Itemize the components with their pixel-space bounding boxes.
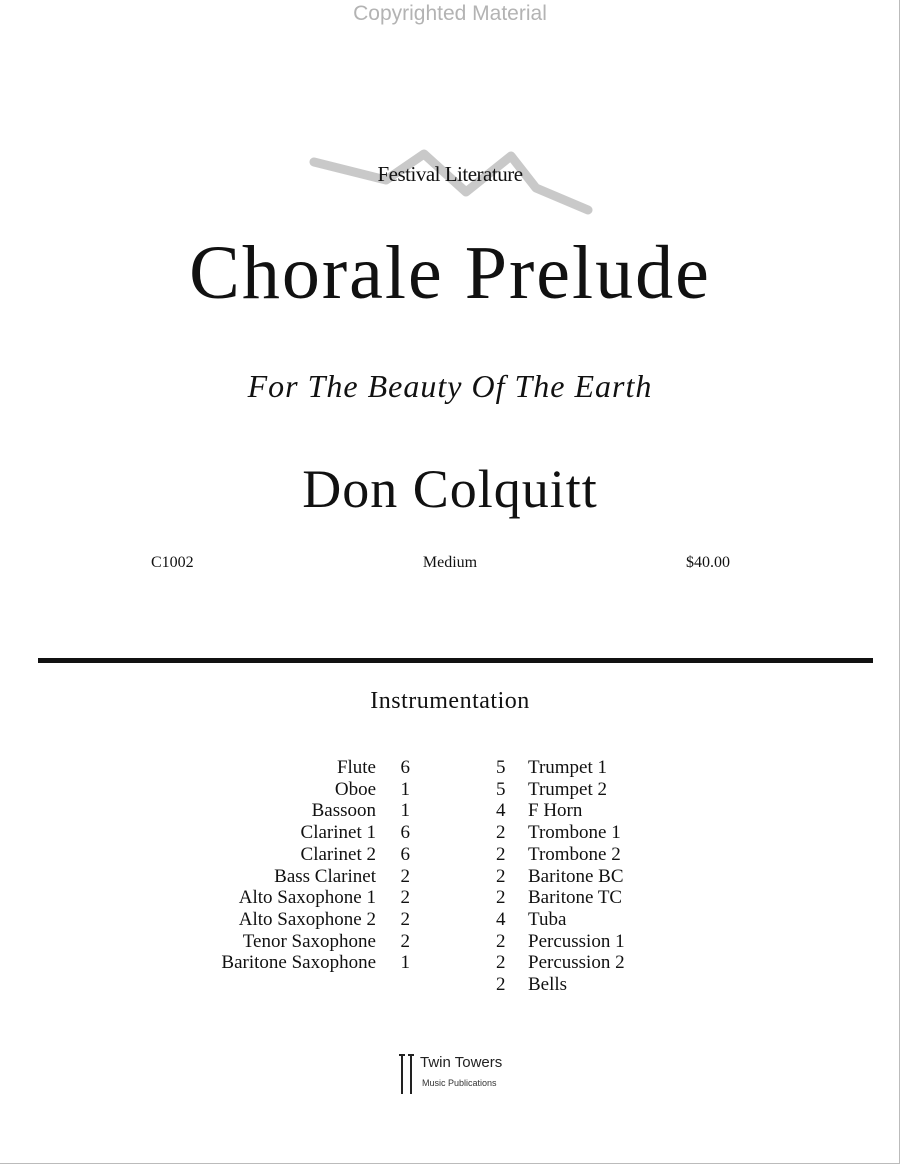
composer-name: Don Colquitt	[302, 459, 598, 519]
instrumentation-brass-percussion	[496, 757, 756, 996]
catalog-number: C1002	[151, 554, 194, 571]
instrument-qty: 6	[400, 757, 410, 778]
instrument-row	[100, 822, 410, 844]
instrument-row	[100, 844, 410, 866]
instrument-name: Baritone BC	[528, 865, 624, 887]
piece-title: Chorale Prelude	[189, 231, 711, 315]
instrument-name: Baritone Saxophone	[221, 952, 376, 974]
series-name: Festival Literature	[377, 162, 523, 186]
instrument-name: Clarinet 2	[300, 843, 376, 865]
instrument-name: F Horn	[528, 800, 583, 822]
instrument-qty: 5	[496, 778, 506, 800]
instrument-name: Flute	[336, 757, 376, 778]
instrument-qty: 1	[400, 800, 410, 822]
instrument-name: Trumpet 1	[528, 757, 608, 778]
instrument-row	[100, 866, 410, 888]
instrument-qty: 2	[496, 974, 506, 996]
price: $40.00	[686, 554, 730, 571]
instrument-row	[496, 887, 756, 909]
divider-rule	[38, 658, 873, 663]
publisher-name: Twin Towers	[420, 1054, 503, 1071]
instrument-row	[496, 757, 756, 779]
instrument-name: Baritone TC	[528, 887, 623, 909]
instrument-row	[496, 822, 756, 844]
instrument-name: Trumpet 2	[528, 778, 608, 800]
instrument-qty: 2	[496, 952, 506, 974]
instrument-qty: 2	[496, 822, 506, 844]
instrument-qty: 2	[496, 930, 506, 952]
instrument-row	[100, 931, 410, 953]
instrument-name: Percussion 2	[528, 952, 625, 974]
instrument-qty: 1	[400, 778, 410, 800]
instrument-row	[496, 952, 756, 974]
instrument-row	[496, 909, 756, 931]
piece-subtitle: For The Beauty Of The Earth	[247, 368, 653, 404]
instrument-name: Alto Saxophone 1	[238, 887, 376, 909]
instrument-qty: 2	[496, 865, 506, 887]
instrument-row	[496, 800, 756, 822]
instrument-row	[100, 800, 410, 822]
instrument-row	[100, 952, 410, 974]
instrument-qty: 6	[400, 822, 410, 844]
instrument-qty: 2	[400, 887, 410, 909]
instrument-qty: 6	[400, 843, 410, 865]
instrument-row	[100, 757, 410, 779]
instrument-name: Bassoon	[311, 800, 376, 822]
copyright-watermark: Copyrighted Material	[353, 2, 547, 25]
instrument-name: Clarinet 1	[300, 822, 376, 844]
instrument-name: Trombone 2	[528, 843, 621, 865]
grade-level: Medium	[422, 554, 478, 571]
instrument-qty: 1	[400, 952, 410, 974]
instrument-qty: 5	[496, 757, 506, 778]
instrument-name: Trombone 1	[528, 822, 621, 844]
instrument-qty: 2	[400, 930, 410, 952]
instrument-row	[496, 931, 756, 953]
instrument-row	[496, 844, 756, 866]
twin-towers-icon	[396, 1052, 420, 1096]
instrument-qty: 2	[400, 908, 410, 930]
instrument-name: Alto Saxophone 2	[238, 908, 376, 930]
instrument-qty: 2	[400, 865, 410, 887]
instrument-name: Oboe	[334, 778, 376, 800]
instrumentation-heading: Instrumentation	[370, 688, 530, 714]
instrument-row	[100, 909, 410, 931]
instrument-name: Tuba	[528, 908, 567, 930]
publisher-subtitle: Music Publications	[422, 1078, 497, 1088]
instrument-name: Bells	[528, 974, 568, 996]
publisher-logo	[396, 1052, 506, 1098]
instrument-row	[100, 779, 410, 801]
instrument-name: Bass Clarinet	[274, 865, 376, 887]
instrumentation-woodwinds	[100, 757, 410, 974]
instrument-name: Tenor Saxophone	[242, 930, 376, 952]
instrument-qty: 2	[496, 843, 506, 865]
instrument-row	[100, 887, 410, 909]
instrument-row	[496, 779, 756, 801]
instrument-name: Percussion 1	[528, 930, 625, 952]
instrument-qty: 2	[496, 887, 506, 909]
instrument-row	[496, 974, 756, 996]
instrument-row	[496, 866, 756, 888]
instrument-qty: 4	[496, 908, 506, 930]
instrument-qty: 4	[496, 800, 506, 822]
